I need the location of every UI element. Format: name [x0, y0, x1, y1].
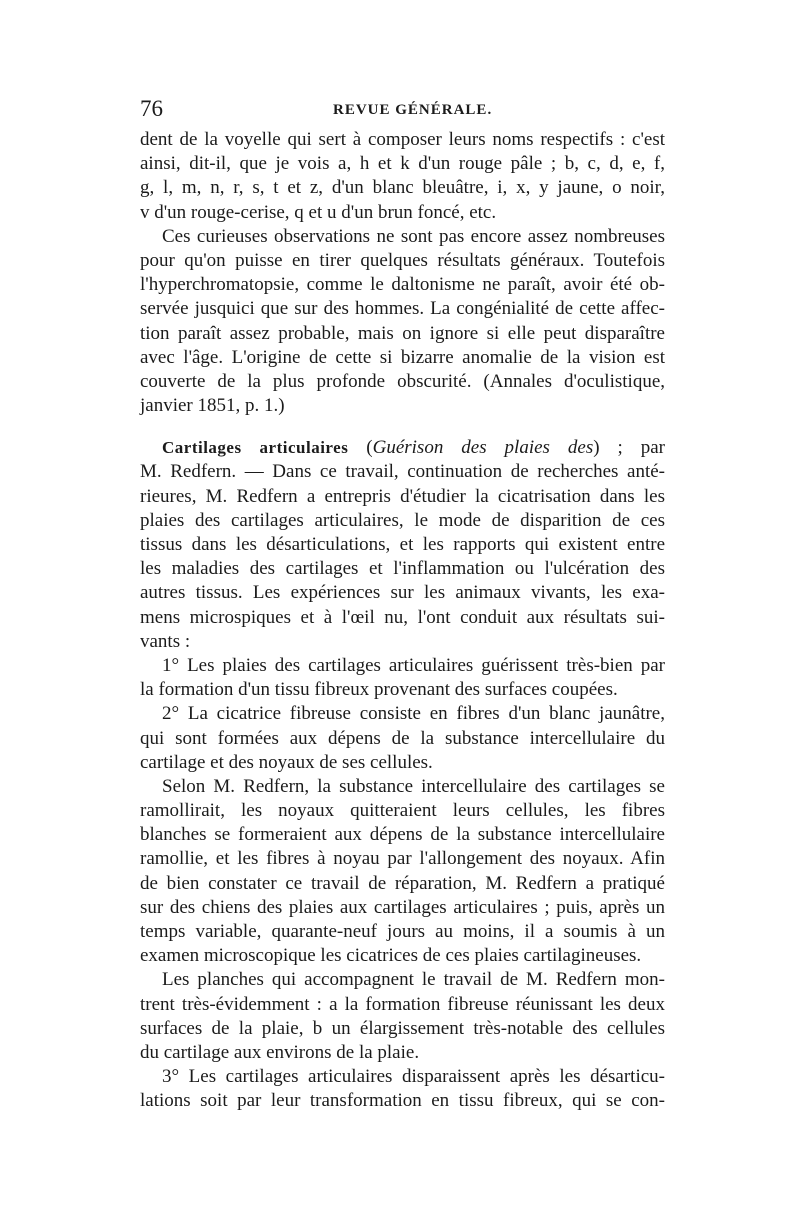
- section-gap: [140, 418, 665, 436]
- text-line: ramollie, et les fibres à noyau par l'allongement des noyaux. Afin: [140, 848, 665, 870]
- text-line: tissus dans les désarticulations, et les rapports qui existent entre: [140, 534, 665, 555]
- text-line: surfaces de la plaie, b un élargissement très-notable des cellules: [140, 1017, 665, 1039]
- text-line: g, l, m, n, r, s, t et z, d'un blanc bleuâtre, i, x, y jaune, o noir,: [140, 177, 665, 199]
- text-line: autres tissus. Les expériences sur les animaux vivants, les exa-: [140, 582, 665, 604]
- text-line: Selon M. Redfern, la substance intercellulaire des cartilages se: [162, 775, 665, 797]
- text-line: vants :: [140, 630, 191, 652]
- text-line: Ces curieuses observations ne sont pas encore assez nombreuses: [162, 225, 665, 247]
- text-line: mens microspiques et à l'œil nu, l'ont conduit aux résultats sui-: [140, 606, 665, 628]
- text-line: ainsi, dit-il, que je vois a, h et k d'un rouge pâle ; b, c, d, e, f,: [140, 153, 665, 175]
- page-number: 76: [140, 96, 163, 121]
- text-line: 2° La cicatrice fibreuse consiste en fibres d'un blanc jaunâtre,: [162, 703, 665, 725]
- text-line: avec l'âge. L'origine de cette si bizarre anomalie de la vision est: [140, 346, 665, 368]
- text-line: les maladies des cartilages et l'inflammation ou l'ulcération des: [140, 558, 665, 580]
- text-line: 1° Les plaies des cartilages articulaires guérissent très-bien par: [162, 654, 665, 676]
- text-line: temps variable, quarante-neuf jours au moins, il a soumis à un: [140, 921, 665, 942]
- text-line: blanches se formeraient aux dépens de la substance intercellulaire: [140, 824, 665, 846]
- text-line: la formation d'un tissu fibreux provenant des surfaces coupées.: [140, 679, 618, 701]
- text-line: janvier 1851, p. 1.): [140, 395, 285, 417]
- text-line: l'hyperchromatopsie, comme le daltonisme ne paraît, avoir été ob-: [140, 274, 665, 296]
- text-line: trent très-évidemment : a la formation fibreuse réunissant les deux: [140, 993, 665, 1015]
- text-line: ramollirait, les noyaux quitteraient leurs cellules, les fibres: [140, 800, 665, 822]
- text-line: servée jusquici que sur des hommes. La congénialité de cette affec-: [140, 298, 665, 320]
- text-line: du cartilage aux environs de la plaie.: [140, 1041, 420, 1063]
- text-line: pour qu'on puisse en tirer quelques résultats généraux. Toutefois: [140, 249, 665, 271]
- text-line: v d'un rouge-cerise, q et u d'un brun foncé, etc.: [140, 201, 497, 223]
- text-line: lations soit par leur transformation en tissu fibreux, qui se con-: [140, 1090, 665, 1112]
- text-line: de bien constater ce travail de réparation, M. Redfern a pratiqué: [140, 872, 665, 894]
- text-line: sur des chiens des plaies aux cartilages articulaires ; puis, après un: [140, 896, 665, 918]
- text-line: rieures, M. Redfern a entrepris d'étudier la cicatrisation dans les: [140, 485, 665, 507]
- text-line: M. Redfern. — Dans ce travail, continuation de recherches anté-: [140, 461, 665, 483]
- body-text: [140, 128, 665, 1114]
- page-header: [140, 94, 665, 124]
- text-line: couverte de la plus profonde obscurité. (Annales d'oculistique,: [140, 370, 665, 392]
- text-line: plaies des cartilages articulaires, le mode de disparition de ces: [140, 509, 665, 531]
- text-line: 3° Les cartilages articulaires disparaissent après les désarticu-: [162, 1066, 665, 1088]
- text-line: tion paraît assez probable, mais on ignore si elle peut disparaître: [140, 322, 665, 344]
- section-heading: Cartilages articulaires: [162, 438, 349, 458]
- section-subtitle: Guérison des plaies des: [372, 437, 594, 459]
- text-line: dent de la voyelle qui sert à composer leurs noms respectifs : c'est: [140, 129, 665, 150]
- section-heading-line: Cartilages articulaires (Guérison des plaies des) ; par: [162, 437, 666, 459]
- running-title: REVUE GÉNÉRALE.: [333, 102, 493, 118]
- text-line: Les planches qui accompagnent le travail de M. Redfern mon-: [162, 969, 665, 991]
- text-line: qui sont formées aux dépens de la substance intercellulaire du: [140, 727, 665, 749]
- text-line: cartilage et des noyaux de ses cellules.: [140, 751, 433, 773]
- text-line: examen microscopique les cicatrices de ces plaies cartilagineuses.: [140, 945, 642, 967]
